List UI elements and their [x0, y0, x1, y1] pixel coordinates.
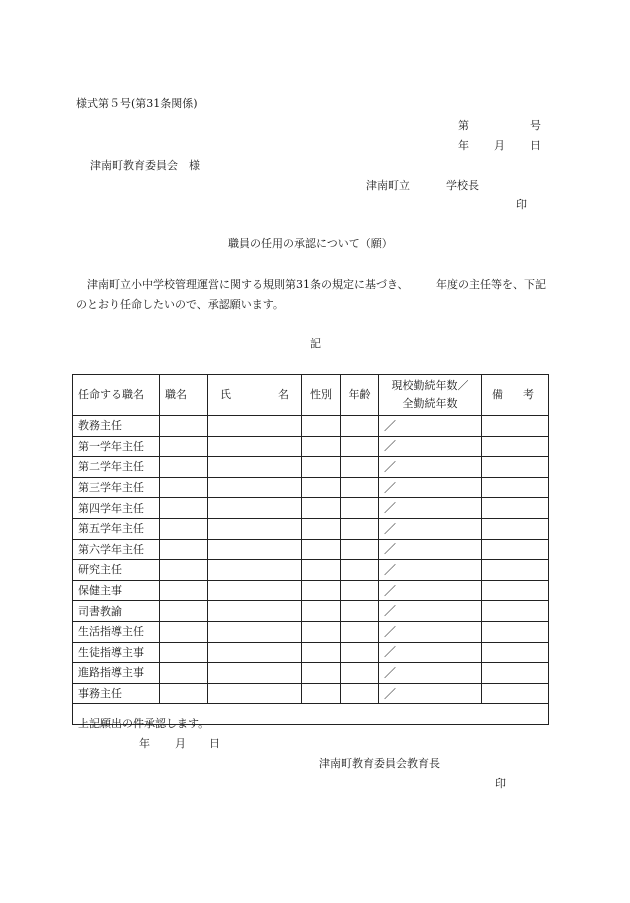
row-position: 保健主事	[73, 580, 160, 601]
cell-name[interactable]	[208, 663, 302, 684]
cell-years[interactable]: ／	[379, 621, 482, 642]
header-name-a: 氏	[220, 388, 231, 401]
table-row	[73, 663, 549, 684]
header-remarks	[482, 375, 549, 416]
header-name-b: 名	[278, 388, 289, 401]
row-position: 第五学年主任	[73, 518, 160, 539]
cell-years[interactable]: ／	[379, 683, 482, 704]
doc-number-go: 号	[530, 119, 541, 132]
cell-years[interactable]: ／	[379, 560, 482, 581]
approval-month: 月	[175, 737, 186, 751]
cell-name[interactable]	[208, 477, 302, 498]
cell-name[interactable]	[208, 498, 302, 519]
cell-age[interactable]	[341, 518, 379, 539]
cell-age[interactable]	[341, 498, 379, 519]
cell-job[interactable]	[160, 683, 208, 704]
table-row	[73, 436, 549, 457]
cell-remarks[interactable]	[482, 477, 549, 498]
cell-remarks[interactable]	[482, 539, 549, 560]
cell-gender[interactable]	[302, 683, 341, 704]
cell-name[interactable]	[208, 683, 302, 704]
header-position: 任命する職名	[73, 375, 160, 416]
cell-gender[interactable]	[302, 642, 341, 663]
cell-name[interactable]	[208, 580, 302, 601]
cell-years[interactable]: ／	[379, 601, 482, 622]
cell-gender[interactable]	[302, 477, 341, 498]
row-position: 教務主任	[73, 416, 160, 437]
header-years-line2: 全勤続年数	[402, 397, 458, 410]
row-position: 事務主任	[73, 683, 160, 704]
cell-years[interactable]: ／	[379, 436, 482, 457]
cell-years[interactable]: ／	[379, 457, 482, 478]
cell-name[interactable]	[208, 642, 302, 663]
table-row	[73, 416, 549, 437]
cell-age[interactable]	[341, 621, 379, 642]
header-gender: 性別	[302, 375, 341, 416]
sender-town-school: 津南町立	[366, 179, 410, 192]
cell-name[interactable]	[208, 539, 302, 560]
header-job: 職名	[160, 375, 208, 416]
row-position: 第六学年主任	[73, 539, 160, 560]
cell-remarks[interactable]	[482, 621, 549, 642]
cell-gender[interactable]	[302, 416, 341, 437]
header-name	[208, 375, 302, 416]
sender-seal: 印	[516, 198, 527, 211]
approval-seal: 印	[495, 777, 506, 791]
cell-job[interactable]	[160, 457, 208, 478]
cell-age[interactable]	[341, 601, 379, 622]
cell-name[interactable]	[208, 416, 302, 437]
cell-gender[interactable]	[302, 457, 341, 478]
table-row	[73, 580, 549, 601]
ki-label: 記	[310, 337, 321, 350]
row-position: 生活指導主任	[73, 621, 160, 642]
table-row	[73, 601, 549, 622]
body-paragraph: 津南町立小中学校管理運営に関する規則第31条の規定に基づき、 年度の主任等を、下記のとおり任命したいので、承認願います。	[76, 278, 547, 311]
cell-remarks[interactable]	[482, 601, 549, 622]
cell-age[interactable]	[341, 663, 379, 684]
cell-job[interactable]	[160, 539, 208, 560]
cell-years[interactable]: ／	[379, 518, 482, 539]
cell-job[interactable]	[160, 601, 208, 622]
cell-remarks[interactable]	[482, 518, 549, 539]
personnel-table	[72, 374, 549, 791]
cell-gender[interactable]	[302, 560, 341, 581]
cell-gender[interactable]	[302, 539, 341, 560]
date-year: 年	[458, 139, 469, 152]
approval-row	[73, 704, 549, 725]
recipient: 津南町教育委員会 様	[90, 159, 200, 172]
cell-years[interactable]: ／	[379, 416, 482, 437]
cell-years[interactable]: ／	[379, 642, 482, 663]
cell-remarks[interactable]	[482, 436, 549, 457]
cell-job[interactable]	[160, 560, 208, 581]
cell-gender[interactable]	[302, 498, 341, 519]
row-position: 第二学年主任	[73, 457, 160, 478]
row-position: 第一学年主任	[73, 436, 160, 457]
table-row	[73, 560, 549, 581]
date-month: 月	[494, 139, 505, 152]
cell-age[interactable]	[341, 436, 379, 457]
header-remarks-a: 備	[492, 388, 503, 401]
form-number: 様式第５号(第31条関係)	[76, 97, 198, 110]
cell-name[interactable]	[208, 518, 302, 539]
cell-job[interactable]	[160, 621, 208, 642]
cell-job[interactable]	[160, 498, 208, 519]
cell-years[interactable]: ／	[379, 580, 482, 601]
cell-name[interactable]	[208, 621, 302, 642]
cell-gender[interactable]	[302, 663, 341, 684]
cell-name[interactable]	[208, 601, 302, 622]
approval-board: 津南町教育委員会教育長	[319, 757, 440, 771]
cell-name[interactable]	[208, 560, 302, 581]
cell-years[interactable]: ／	[379, 477, 482, 498]
cell-job[interactable]	[160, 416, 208, 437]
cell-name[interactable]	[208, 457, 302, 478]
document-title: 職員の任用の承認について（願）	[228, 237, 393, 250]
cell-remarks[interactable]	[482, 457, 549, 478]
cell-age[interactable]	[341, 477, 379, 498]
table-row	[73, 477, 549, 498]
cell-age[interactable]	[341, 539, 379, 560]
cell-years[interactable]: ／	[379, 498, 482, 519]
cell-job[interactable]	[160, 642, 208, 663]
row-position: 第四学年主任	[73, 498, 160, 519]
cell-job[interactable]	[160, 518, 208, 539]
table-row	[73, 621, 549, 642]
cell-gender[interactable]	[302, 436, 341, 457]
cell-gender[interactable]	[302, 580, 341, 601]
cell-remarks[interactable]	[482, 642, 549, 663]
table-row	[73, 498, 549, 519]
header-age: 年齢	[341, 375, 379, 416]
cell-remarks[interactable]	[482, 663, 549, 684]
cell-job[interactable]	[160, 436, 208, 457]
sender-principal: 学校長	[446, 179, 479, 192]
cell-gender[interactable]	[302, 518, 341, 539]
cell-age[interactable]	[341, 560, 379, 581]
header-remarks-b: 考	[523, 388, 534, 401]
approval-text: 上記願出の件承認します。	[78, 717, 210, 731]
approval-section	[73, 704, 549, 791]
table-row	[73, 642, 549, 663]
cell-job[interactable]	[160, 580, 208, 601]
doc-number-dai: 第	[458, 119, 469, 132]
date-day: 日	[530, 139, 541, 152]
cell-age[interactable]	[341, 457, 379, 478]
table-row	[73, 457, 549, 478]
row-position: 進路指導主事	[73, 663, 160, 684]
cell-remarks[interactable]	[482, 560, 549, 581]
cell-gender[interactable]	[302, 621, 341, 642]
cell-name[interactable]	[208, 436, 302, 457]
cell-age[interactable]	[341, 642, 379, 663]
table-header-row	[73, 375, 549, 416]
row-position: 研究主任	[73, 560, 160, 581]
approval-year: 年	[139, 737, 150, 751]
cell-job[interactable]	[160, 477, 208, 498]
cell-age[interactable]	[341, 580, 379, 601]
row-position: 司書教諭	[73, 601, 160, 622]
cell-remarks[interactable]	[482, 416, 549, 437]
row-position: 第三学年主任	[73, 477, 160, 498]
cell-age[interactable]	[341, 416, 379, 437]
cell-job[interactable]	[160, 663, 208, 684]
cell-remarks[interactable]	[482, 498, 549, 519]
cell-remarks[interactable]	[482, 580, 549, 601]
cell-gender[interactable]	[302, 601, 341, 622]
row-position: 生徒指導主事	[73, 642, 160, 663]
approval-day: 日	[209, 737, 220, 751]
table-row	[73, 539, 549, 560]
header-years-line1: 現校勤続年数／	[391, 379, 469, 392]
cell-years[interactable]: ／	[379, 663, 482, 684]
cell-remarks[interactable]	[482, 683, 549, 704]
table-row	[73, 683, 549, 704]
cell-age[interactable]	[341, 683, 379, 704]
header-years	[379, 375, 482, 416]
cell-years[interactable]: ／	[379, 539, 482, 560]
table-row	[73, 518, 549, 539]
